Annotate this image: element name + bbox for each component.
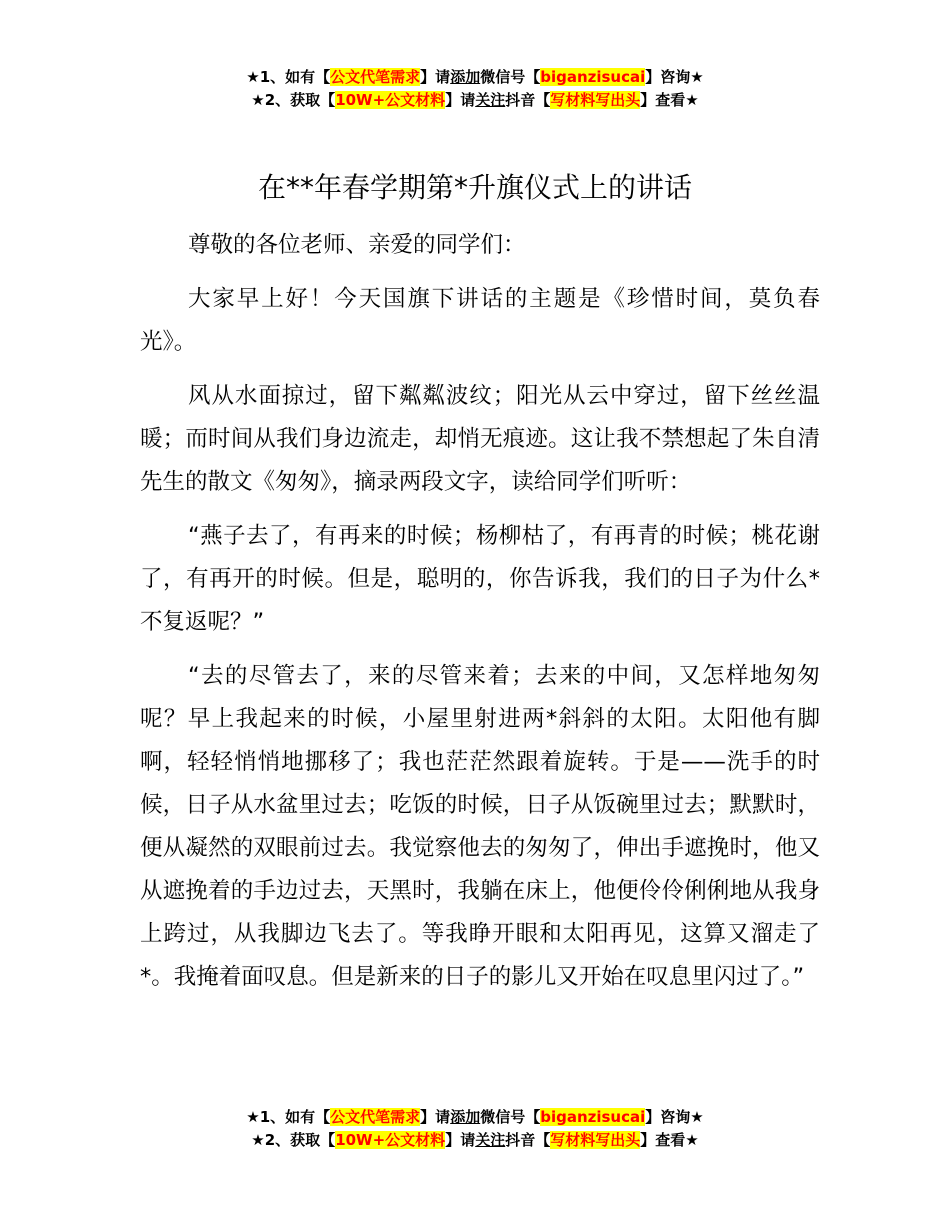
banner-underline: 关注 (475, 91, 506, 109)
banner-highlight: biganzisucai (540, 68, 646, 86)
banner-highlight: 写材料写出头 (550, 91, 641, 109)
footer-banner (0, 1106, 950, 1152)
banner-text: 微信号【 (480, 68, 541, 86)
banner-text: 】请 (420, 1108, 451, 1126)
banner-line-1 (0, 66, 950, 89)
banner-highlight: 10W+公文材料 (335, 91, 446, 109)
banner-highlight: 写材料写出头 (550, 1131, 641, 1149)
banner-text: 】请 (445, 91, 476, 109)
banner-line-2 (0, 89, 950, 112)
banner-text: ★2、获取【 (251, 91, 336, 109)
banner-line-1 (0, 1106, 950, 1129)
paragraph-salutation: 尊敬的各位老师、亲爱的同学们： (188, 232, 526, 258)
banner-text: ★1、如有【 (246, 1108, 331, 1126)
header-banner (0, 66, 950, 112)
banner-underline: 添加 (450, 1108, 481, 1126)
paragraph: 大家早上好！今天国旗下讲话的主题是《珍惜时间，莫负春光》。 (140, 286, 820, 355)
banner-text: 】请 (420, 68, 451, 86)
banner-text: 抖音【 (505, 91, 551, 109)
banner-text: 抖音【 (505, 1131, 551, 1149)
banner-text: ★1、如有【 (246, 68, 331, 86)
paragraph-quote: “去的尽管去了，来的尽管来着；去来的中间，又怎样地匆匆呢？早上我起来的时候，小屋里射进两*斜斜的太阳。太阳他有脚啊，轻轻悄悄地挪移了；我也茫茫然跟着旋转。于是——洗手的时候，日子从水盆里过去；吃饭的时候，日子从饭碗里过去；默默时，便从凝然的双眼前过去。我觉察他去的匆匆了，伸出手遮挽时，他又从遮挽着的手边过去，天黑时，我躺在床上，他便伶伶俐俐地从我身上跨过，从我脚边飞去了。等我睁开眼和太阳再见，这算又溜走了*。我掩着面叹息。但是新来的日子的影儿又开始在叹息里闪过了。” (140, 663, 820, 990)
banner-underline: 关注 (475, 1131, 506, 1149)
banner-line-2 (0, 1129, 950, 1152)
paragraph: 风从水面掠过，留下粼粼波纹；阳光从云中穿过，留下丝丝温暖；而时间从我们身边流走，却悄无痕迹。这让我不禁想起了朱自清先生的散文《匆匆》，摘录两段文字，读给同学们听听： (140, 383, 820, 495)
banner-highlight: biganzisucai (540, 1108, 646, 1126)
banner-text: 】查看★ (640, 1131, 699, 1149)
document-body (140, 224, 820, 1010)
banner-text: ★2、获取【 (251, 1131, 336, 1149)
banner-text: 微信号【 (480, 1108, 541, 1126)
banner-text: 】咨询★ (645, 68, 704, 86)
banner-highlight: 公文代笔需求 (330, 68, 421, 86)
banner-text: 】请 (445, 1131, 476, 1149)
banner-text: 】咨询★ (645, 1108, 704, 1126)
banner-underline: 添加 (450, 68, 481, 86)
banner-highlight: 公文代笔需求 (330, 1108, 421, 1126)
paragraph-quote: “燕子去了，有再来的时候；杨柳枯了，有再青的时候；桃花谢了，有再开的时候。但是，聪明的，你告诉我，我们的日子为什么*不复返呢？” (140, 523, 820, 635)
document-title: 在**年春学期第*升旗仪式上的讲话 (257, 171, 692, 204)
banner-highlight: 10W+公文材料 (335, 1131, 446, 1149)
banner-text: 】查看★ (640, 91, 699, 109)
